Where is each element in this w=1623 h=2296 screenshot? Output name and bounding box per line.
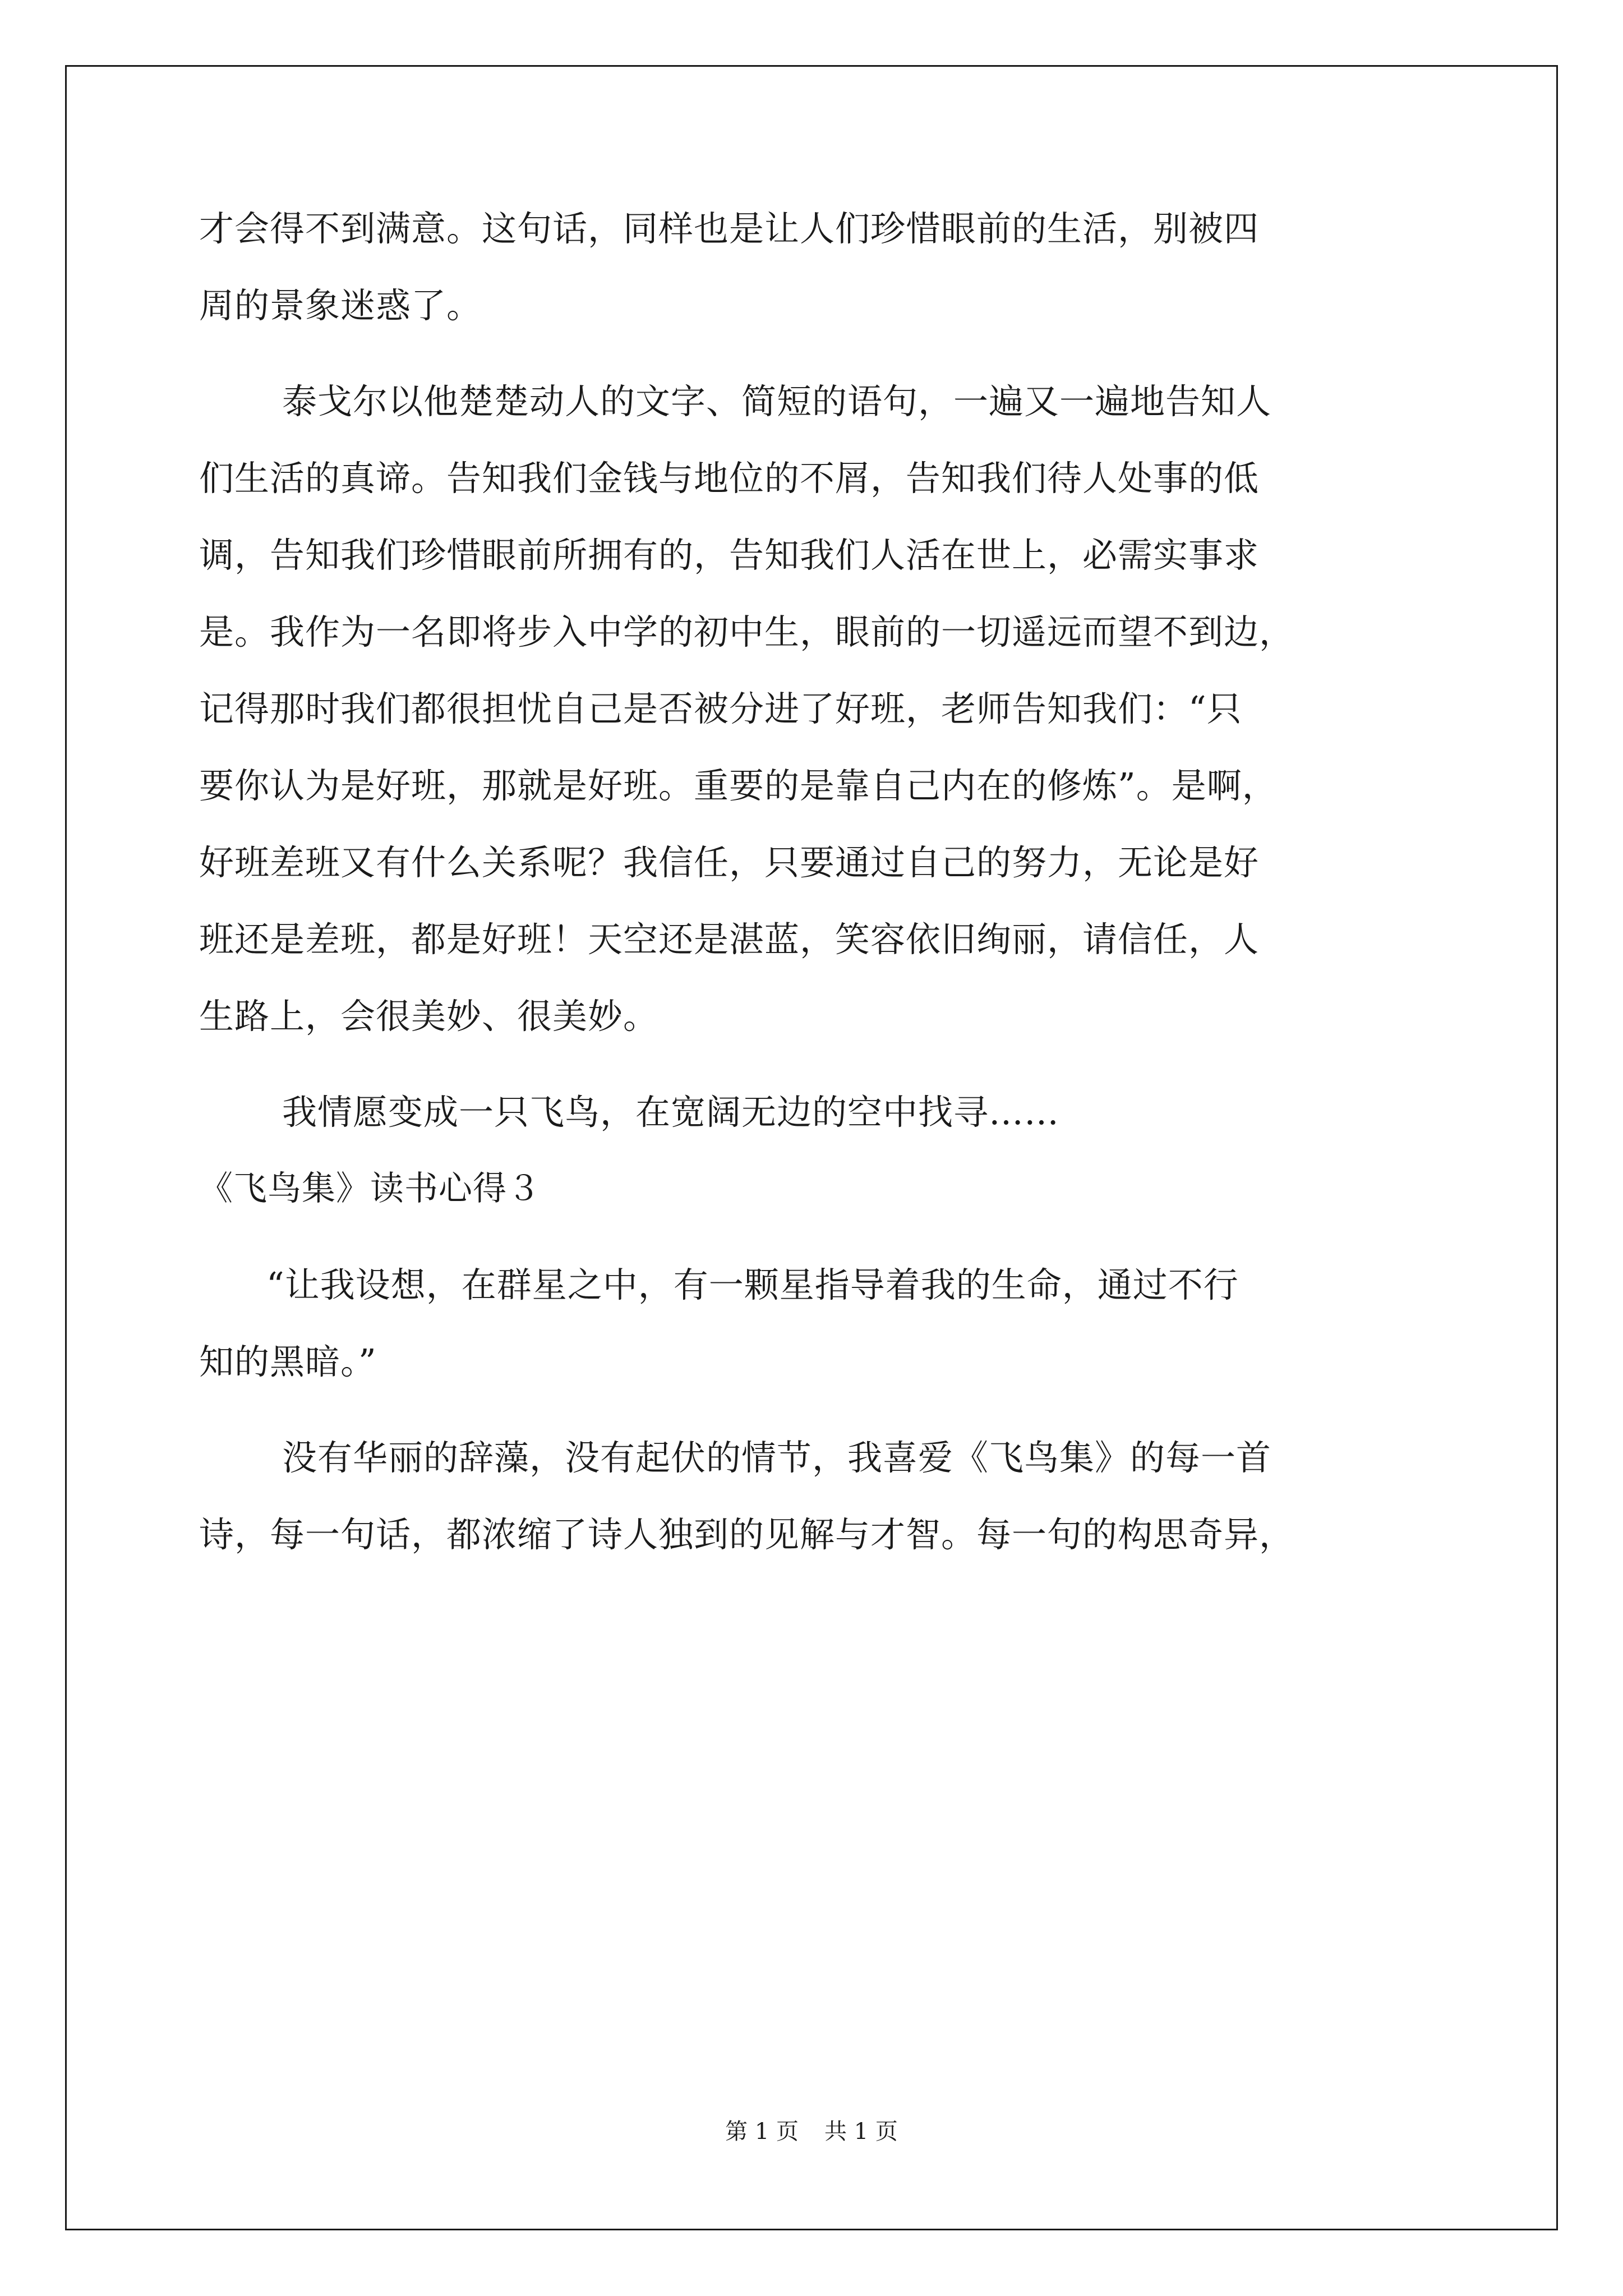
body-line: 泰戈尔以他楚楚动人的文字、简短的语句，一遍又一遍地告知人 bbox=[282, 381, 1272, 422]
quote-line: 知的黑暗。” bbox=[199, 1341, 377, 1382]
body-line: 要你认为是好班，那就是好班。重要的是靠自己内在的修炼”。是啊， bbox=[199, 765, 1278, 806]
page-number-total: 共 1 页 bbox=[824, 2119, 898, 2145]
body-line: 班还是差班，都是好班！天空还是湛蓝，笑容依旧绚丽，请信任，人 bbox=[199, 919, 1260, 960]
body-line: 没有华丽的辞藻，没有起伏的情节，我喜爱《飞鸟集》的每一首 bbox=[282, 1437, 1272, 1478]
page-footer bbox=[0, 2118, 1623, 2146]
body-line: 诗，每一句话，都浓缩了诗人独到的见解与才智。每一句的构思奇异， bbox=[199, 1514, 1295, 1555]
page-number-current: 第 1 页 bbox=[725, 2119, 799, 2145]
body-line: 才会得不到满意。这句话，同样也是让人们珍惜眼前的生活，别被四 bbox=[199, 208, 1260, 249]
document-body bbox=[199, 202, 1427, 1561]
body-line: 好班差班又有什么关系呢？我信任，只要通过自己的努力，无论是好 bbox=[199, 842, 1260, 883]
body-line: 生路上，会很美妙、很美妙。 bbox=[199, 996, 659, 1037]
quote-line: “让我设想，在群星之中，有一颗星指导着我的生命，通过不行 bbox=[266, 1264, 1239, 1305]
body-line: 周的景象迷惑了。 bbox=[199, 285, 482, 326]
body-line: 是。我作为一名即将步入中学的初中生，眼前的一切遥远而望不到边， bbox=[199, 611, 1295, 652]
body-line: 我情愿变成一只飞鸟，在宽阔无边的空中找寻…… bbox=[282, 1092, 1060, 1133]
section-title: 《飞鸟集》读书心得３ bbox=[199, 1169, 541, 1208]
body-line: 记得那时我们都很担忧自己是否被分进了好班，老师告知我们：“只 bbox=[199, 688, 1242, 729]
body-line: 们生活的真谛。告知我们金钱与地位的不屑，告知我们待人处事的低 bbox=[199, 458, 1260, 499]
body-line: 调，告知我们珍惜眼前所拥有的，告知我们人活在世上，必需实事求 bbox=[199, 535, 1260, 576]
